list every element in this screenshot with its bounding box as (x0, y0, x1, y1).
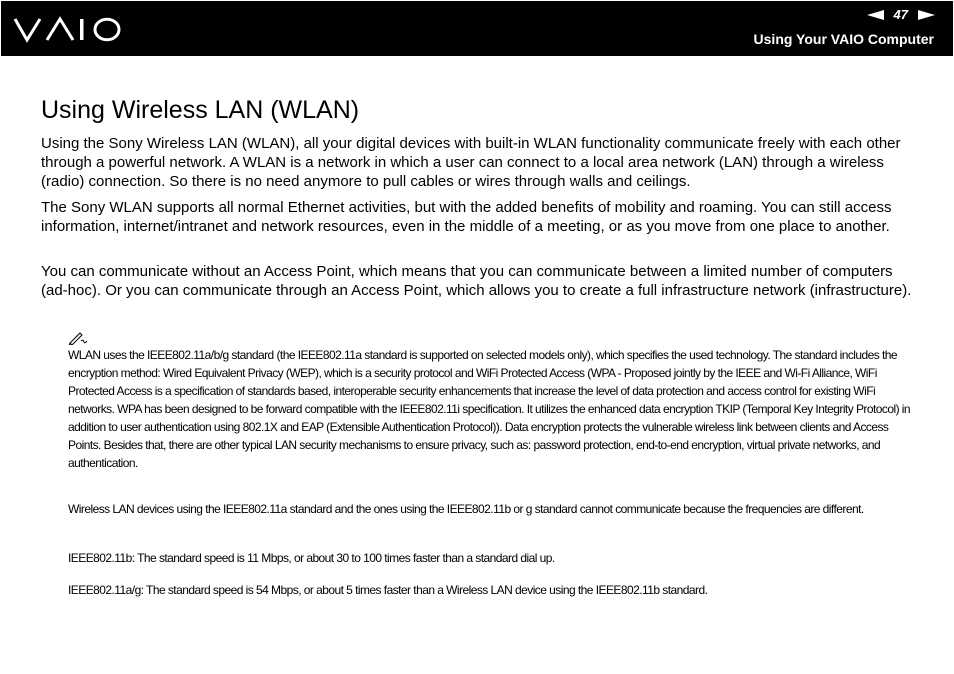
vaio-logo-text: VAIO (13, 15, 16, 16)
page-navigation (867, 7, 935, 22)
previous-page-arrow-icon[interactable] (867, 10, 884, 20)
vaio-logo (13, 15, 123, 45)
page-number: 47 (893, 7, 908, 22)
paragraph-ethernet: The Sony WLAN supports all normal Ethernet activities, but with the added benefits of mobility and roaming. You can still access information, internet/intranet and network resources, even in the middle of a meeting, or as you move from one place to another. (41, 199, 892, 235)
paragraph-intro: Using the Sony Wireless LAN (WLAN), all your digital devices with built-in WLAN functionality communicate freely with each other through a powerful network. A WLAN is a network in which a user can connect to a local area network (LAN) through a wireless (radio) connection. So there is no need anymore to pull cables or wires through walls and ceilings. (41, 135, 901, 190)
page-title: Using Wireless LAN (WLAN) (41, 96, 360, 124)
note-80211ag-speed: IEEE802.11a/g: The standard speed is 54 Mbps, or about 5 times faster than a Wireless LAN device using the IEEE802.11b standard. (68, 583, 708, 597)
paragraph-access-point: You can communicate without an Access Point, which means that you can communicate between a limited number of computers (ad-hoc). Or you can communicate through an Access Point, which allows you to create a full infrastructure network (infrastructure). (41, 263, 912, 299)
next-page-arrow-icon[interactable] (918, 10, 935, 20)
note-frequencies: Wireless LAN devices using the IEEE802.11a standard and the ones using the IEEE802.11b or g standard cannot communicate because the frequencies are different. (68, 502, 864, 516)
page-header (1, 1, 953, 56)
note-wlan-standard: WLAN uses the IEEE802.11a/b/g standard (the IEEE802.11a standard is supported on selected models only), which specifies the used technology. The standard includes the encryption method: Wired Equivalent Privacy (WEP), which is a security protocol and WiFi Protected Access (WPA - Proposed jointly by the IEEE and Wi-Fi Alliance, WiFi Protected Access is a specification of standards based, interoperable security enhancements that increase the level of data protection and access control for existing WiFi networks. WPA has been designed to be forward compatible with the IEEE802.11i specification. It utilizes the enhanced data encryption TKIP (Temporal Key Integrity Protocol) in addition to user authentication using 802.1X and EAP (Extensible Authentication Protocol)). Data encryption protects the vulnerable wireless link between clients and Access Points. Besides that, there are other typical LAN security mechanisms to ensure privacy, such as: password protection, end-to-end encryption, virtual private networks, and authentication. (68, 348, 911, 470)
note-80211b-speed: IEEE802.11b: The standard speed is 11 Mbps, or about 30 to 100 times faster than a standard dial up. (68, 551, 555, 565)
section-title: Using Your VAIO Computer (753, 31, 934, 47)
note-pencil-icon (68, 331, 90, 345)
